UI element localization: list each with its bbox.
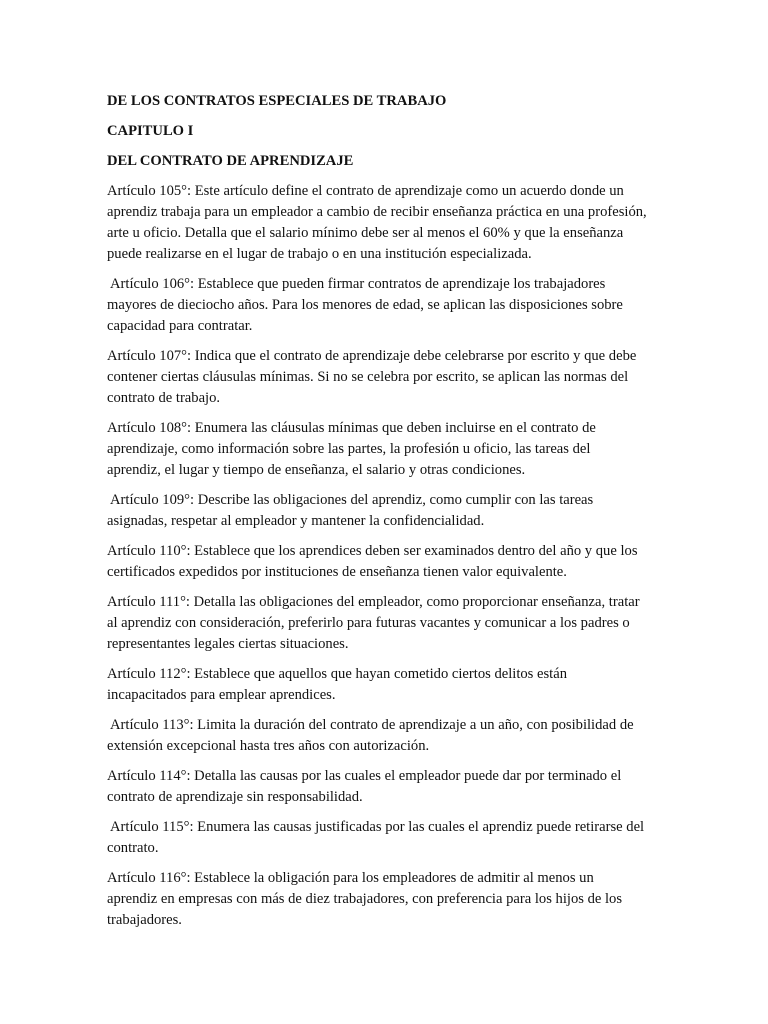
article-109: Artículo 109°: Describe las obligaciones del aprendiz, como cumplir con las tareas asignadas, respetar al empleador y mantener la confidencialidad. bbox=[107, 492, 594, 529]
article-108: Artículo 108°: Enumera las cláusulas mínimas que deben incluirse en el contrato de aprendizaje, como información sobre las partes, la profesión u oficio, las tareas del aprendiz, el lugar y tiempo de enseñanza, el salario y otras condiciones. bbox=[107, 420, 596, 478]
article-114: Artículo 114°: Detalla las causas por las cuales el empleador puede dar por terminado el contrato de aprendizaje sin responsabilidad. bbox=[107, 768, 622, 805]
article-106: Artículo 106°: Establece que pueden firmar contratos de aprendizaje los trabajadores mayores de dieciocho años. Para los menores de edad, se aplican las disposiciones sobre capacidad para contratar. bbox=[107, 276, 623, 334]
article-112: Artículo 112°: Establece que aquellos que hayan cometido ciertos delitos están incapacitados para emplear aprendices. bbox=[107, 666, 567, 703]
article-115: Artículo 115°: Enumera las causas justificadas por las cuales el aprendiz puede retirarse del contrato. bbox=[107, 819, 645, 856]
chapter-heading: CAPITULO I bbox=[107, 123, 194, 139]
document-page bbox=[107, 91, 647, 940]
article-110: Artículo 110°: Establece que los aprendices deben ser examinados dentro del año y que los certificados expedidos por instituciones de enseñanza tienen valor equivalente. bbox=[107, 543, 638, 580]
section-heading: DEL CONTRATO DE APRENDIZAJE bbox=[107, 153, 354, 169]
article-107: Artículo 107°: Indica que el contrato de aprendizaje debe celebrarse por escrito y que debe contener ciertas cláusulas mínimas. Si no se celebra por escrito, se aplican las normas del contrato de trabajo. bbox=[107, 348, 637, 406]
article-111: Artículo 111°: Detalla las obligaciones del empleador, como proporcionar enseñanza, tratar al aprendiz con consideración, preferirlo para futuras vacantes y comunicar a los padres o representantes legales ciertas situaciones. bbox=[107, 594, 640, 652]
article-113: Artículo 113°: Limita la duración del contrato de aprendizaje a un año, con posibilidad de extensión excepcional hasta tres años con autorización. bbox=[107, 717, 634, 754]
article-105: Artículo 105°: Este artículo define el contrato de aprendizaje como un acuerdo donde un aprendiz trabaja para un empleador a cambio de recibir enseñanza práctica en una profesión, arte u oficio. Detalla que el salario mínimo debe ser al menos el 60% y que la enseñanza puede realizarse en el lugar de trabajo o en una institución especializada. bbox=[107, 183, 647, 262]
document-title: DE LOS CONTRATOS ESPECIALES DE TRABAJO bbox=[107, 93, 447, 109]
article-116: Artículo 116°: Establece la obligación para los empleadores de admitir al menos un aprendiz en empresas con más de diez trabajadores, con preferencia para los hijos de los trabajadores. bbox=[107, 870, 623, 928]
